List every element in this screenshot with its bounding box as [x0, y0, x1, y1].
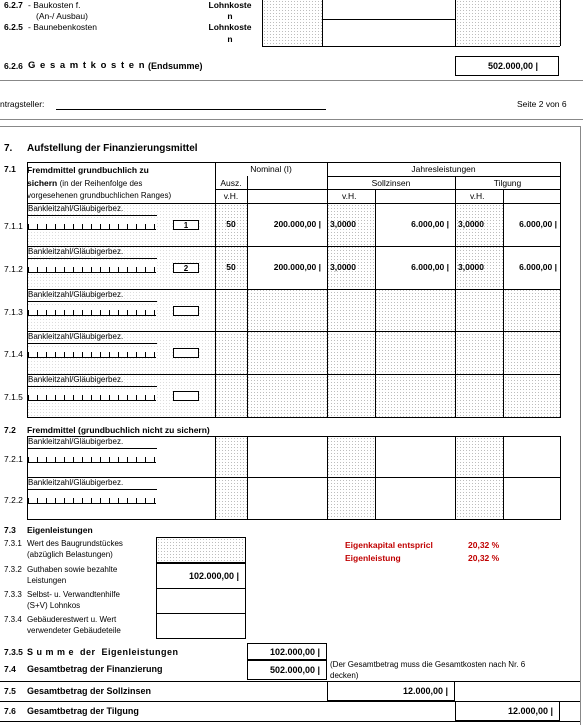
- bank-label: Bankleitzahl/Gläubigerbez.: [28, 204, 124, 213]
- item-value-field[interactable]: 102.000,00 |: [156, 563, 246, 589]
- applicant-label: ntragsteller:: [0, 99, 45, 109]
- row-number: 7.4: [4, 664, 16, 674]
- gesamtbetrag-tilgung-label: Gesamtbetrag der Tilgung: [27, 706, 139, 716]
- bank-code-field[interactable]: [28, 452, 156, 463]
- vh-header: v.H.: [470, 191, 485, 201]
- bank-label: Bankleitzahl/Gläubigerbez.: [28, 332, 124, 341]
- tilgung-vh-value[interactable]: 3,0000: [458, 219, 484, 229]
- tilgung-vh-value[interactable]: 3,0000: [458, 262, 484, 272]
- tilgung-value[interactable]: 6.000,00 |: [519, 262, 557, 272]
- ausz-vh-value[interactable]: 50: [226, 262, 236, 272]
- subsection-title: Fremdmittel grundbuchlich zu: [27, 165, 149, 175]
- item-label: (abzüglich Belastungen): [27, 550, 113, 559]
- row-number: 6.2.7: [4, 0, 23, 10]
- row-label: - Baunebenkosten: [28, 22, 97, 32]
- bank-label: Bankleitzahl/Gläubigerbez.: [28, 437, 124, 446]
- nominal-header: Nominal (I): [250, 164, 292, 174]
- ausz-vh-value[interactable]: 50: [226, 219, 236, 229]
- subsection-number: 7.3: [4, 525, 16, 535]
- sollzinsen-header: Sollzinsen: [371, 178, 411, 188]
- subsection-number: 7.2: [4, 425, 16, 435]
- rank-field[interactable]: 2: [173, 263, 199, 273]
- section-number: 7.: [4, 143, 13, 154]
- bank-code-field[interactable]: [28, 262, 156, 273]
- subsection-title-bold: sichern: [27, 178, 58, 188]
- bank-label: Bankleitzahl/Gläubigerbez.: [28, 478, 124, 487]
- gesamtbetrag-sollzinsen-value: 12.000,00 |: [327, 681, 455, 701]
- finanzierung-note: (Der Gesamtbetrag muss die Gesamtkosten nach Nr. 6: [330, 660, 526, 669]
- rank-field[interactable]: 1: [173, 220, 199, 230]
- finanzierung-note: decken): [330, 671, 359, 680]
- sum-eigenleistungen-value: 102.000,00 |: [247, 643, 327, 660]
- row-number: 6.2.5: [4, 22, 23, 32]
- row-number: 7.5: [4, 686, 16, 696]
- ausz-header: Ausz.: [220, 178, 242, 188]
- subsection-title: Fremdmittel (grundbuchlich nicht zu sichern): [27, 425, 210, 435]
- subsection-number: 7.1: [4, 164, 16, 174]
- row-number: 7.2.1: [4, 454, 23, 464]
- total-costs-value: 502.000,00 |: [455, 56, 559, 76]
- section-title: Aufstellung der Finanzierungsmittel: [27, 143, 198, 154]
- gesamtbetrag-finanzierung-label: Gesamtbetrag der Finanzierung: [27, 664, 163, 674]
- sollzinsen-vh-value[interactable]: 3,0000: [330, 219, 356, 229]
- row-number: 7.6: [4, 706, 16, 716]
- row-number: 7.3.2: [4, 565, 22, 574]
- bank-label: Bankleitzahl/Gläubigerbez.: [28, 290, 124, 299]
- sollzinsen-vh-value[interactable]: 3,0000: [330, 262, 356, 272]
- row-number: 7.3.4: [4, 615, 22, 624]
- jahresleistungen-header: Jahresleistungen: [411, 164, 476, 174]
- vh-header: v.H.: [223, 191, 239, 201]
- item-value-field[interactable]: [156, 537, 246, 563]
- total-costs-sub: (Endsumme): [148, 61, 203, 71]
- page-number: Seite 2 von 6: [517, 99, 567, 109]
- eigenkapital-value: 20,32 %: [468, 540, 500, 550]
- gesamtbetrag-finanzierung-value: 502.000,00 |: [247, 660, 327, 680]
- row-number: 7.3.3: [4, 590, 22, 599]
- vh-header: v.H.: [342, 191, 357, 201]
- item-label: Gebäuderestwert u. Wert: [27, 615, 117, 624]
- sum-eigenleistungen-label: S u m m e der Eigenleistungen: [27, 647, 179, 657]
- total-costs-label: G e s a m t k o s t e n: [28, 60, 146, 71]
- item-value-field[interactable]: [156, 588, 246, 614]
- row-number: 7.1.1: [4, 221, 23, 231]
- gesamtbetrag-sollzinsen-label: Gesamtbetrag der Sollzinsen: [27, 686, 152, 696]
- bank-code-field[interactable]: [28, 305, 156, 316]
- eigenkapital-label: Eigenkapital entspricl: [345, 540, 433, 550]
- row-number: 7.3.5: [4, 647, 23, 657]
- rank-field[interactable]: [173, 348, 199, 358]
- row-number: 7.1.5: [4, 392, 23, 402]
- subsection-title-line3: vorgesehenen grundbuchlichen Ranges): [27, 191, 172, 200]
- lohnkosten-label: n: [227, 11, 233, 21]
- applicant-signature-line[interactable]: [56, 109, 326, 110]
- lohnkosten-label: Lohnkoste: [208, 22, 252, 32]
- bank-code-field[interactable]: [28, 347, 156, 358]
- row-number: 6.2.6: [4, 61, 23, 71]
- row-number: 7.1.3: [4, 307, 23, 317]
- bank-label: Bankleitzahl/Gläubigerbez.: [28, 247, 124, 256]
- item-label: Guthaben sowie bezahlte: [27, 565, 118, 574]
- eigenleistung-value: 20,32 %: [468, 553, 500, 563]
- tilgung-value[interactable]: 6.000,00 |: [519, 219, 557, 229]
- bank-code-field[interactable]: [28, 493, 156, 504]
- item-label: Wert des Baugrundstückes: [27, 539, 123, 548]
- item-label: Selbst- u. Verwandtenhilfe: [27, 590, 120, 599]
- sollzinsen-value[interactable]: 6.000,00 |: [411, 262, 449, 272]
- bank-code-field[interactable]: [28, 219, 156, 230]
- item-value-field[interactable]: [156, 613, 246, 639]
- bank-code-field[interactable]: [28, 390, 156, 401]
- rank-field[interactable]: [173, 391, 199, 401]
- row-number: 7.3.1: [4, 539, 22, 548]
- lohnkosten-label: n: [227, 34, 233, 44]
- eigenleistung-label: Eigenleistung: [345, 553, 401, 563]
- subsection-title: Eigenleistungen: [27, 525, 93, 535]
- item-label: verwendeter Gebäudeteile: [27, 626, 121, 635]
- row-number: 7.1.4: [4, 349, 23, 359]
- item-label: Leistungen: [27, 576, 67, 585]
- rank-field[interactable]: [173, 306, 199, 316]
- nominal-value[interactable]: 200.000,00 |: [273, 219, 321, 229]
- bank-label: Bankleitzahl/Gläubigerbez.: [28, 375, 124, 384]
- sollzinsen-value[interactable]: 6.000,00 |: [411, 219, 449, 229]
- nominal-value[interactable]: 200.000,00 |: [273, 262, 321, 272]
- gesamtbetrag-tilgung-value: 12.000,00 |: [455, 701, 560, 721]
- tilgung-header: Tilgung: [493, 178, 522, 188]
- row-label: (An-/ Ausbau): [36, 11, 88, 21]
- row-label: - Baukosten f.: [28, 0, 81, 10]
- subsection-title-rest: (in der Reihenfolge des: [59, 179, 143, 188]
- row-number: 7.1.2: [4, 264, 23, 274]
- row-number: 7.2.2: [4, 495, 23, 505]
- lohnkosten-label: Lohnkoste: [208, 0, 252, 10]
- item-label: (S+V) Lohnkos: [27, 601, 81, 610]
